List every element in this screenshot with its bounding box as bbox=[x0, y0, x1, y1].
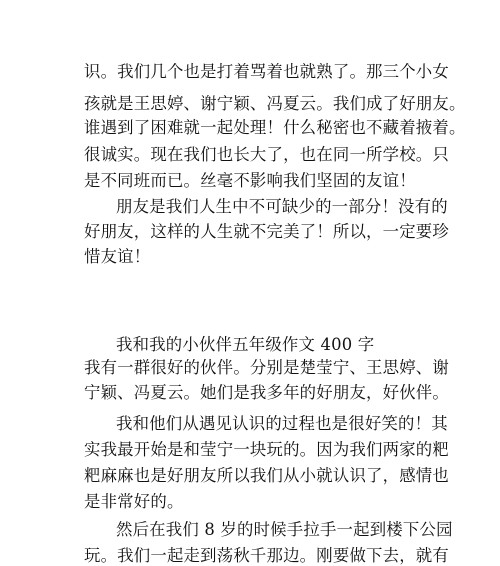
paragraph-line: 好朋友，这样的人生就不完美了！所以，一定要珍 bbox=[84, 222, 449, 241]
essay-title: 我和我的小伙伴五年级作文 400 字 bbox=[116, 335, 375, 354]
paragraph-line: 我和他们从遇见认识的过程也是很好笑的！其 bbox=[116, 414, 448, 433]
paragraph-line: 玩。我们一起走到荡秋千那边。刚要做下去，就有 bbox=[84, 546, 449, 565]
paragraph-line: 是非常好的。 bbox=[84, 492, 184, 511]
paragraph-line: 然后在我们 8 岁的时候手拉手一起到楼下公园 bbox=[116, 520, 453, 539]
paragraph-line: 识。我们几个也是打着骂着也就熟了。那三个小女 bbox=[84, 62, 449, 81]
paragraph-line: 朋友是我们人生中不可缺少的一部分！没有的 bbox=[116, 197, 448, 216]
paragraph-line: 惜友谊！ bbox=[84, 247, 151, 266]
paragraph-line: 是不同班而已。丝毫不影响我们坚固的友谊！ bbox=[84, 171, 416, 190]
paragraph-line: 实我最开始是和莹宁一块玩的。因为我们两家的粑 bbox=[84, 440, 449, 459]
paragraph-line: 很诚实。现在我们也长大了，也在同一所学校。只 bbox=[84, 145, 449, 164]
paragraph-line: 宁颖、冯夏云。她们是我多年的好朋友，好伙伴。 bbox=[84, 383, 449, 402]
paragraph-line: 我有一群很好的伙伴。分别是楚莹宁、王思婷、谢 bbox=[84, 358, 449, 377]
paragraph-line: 谁遇到了困难就一起处理！什么秘密也不藏着掖着。 bbox=[84, 118, 466, 137]
paragraph-line: 粑麻麻也是好朋友所以我们从小就认识了，感情也 bbox=[84, 466, 449, 485]
paragraph-line: 孩就是王思婷、谢宁颖、冯夏云。我们成了好朋友。 bbox=[84, 94, 466, 113]
